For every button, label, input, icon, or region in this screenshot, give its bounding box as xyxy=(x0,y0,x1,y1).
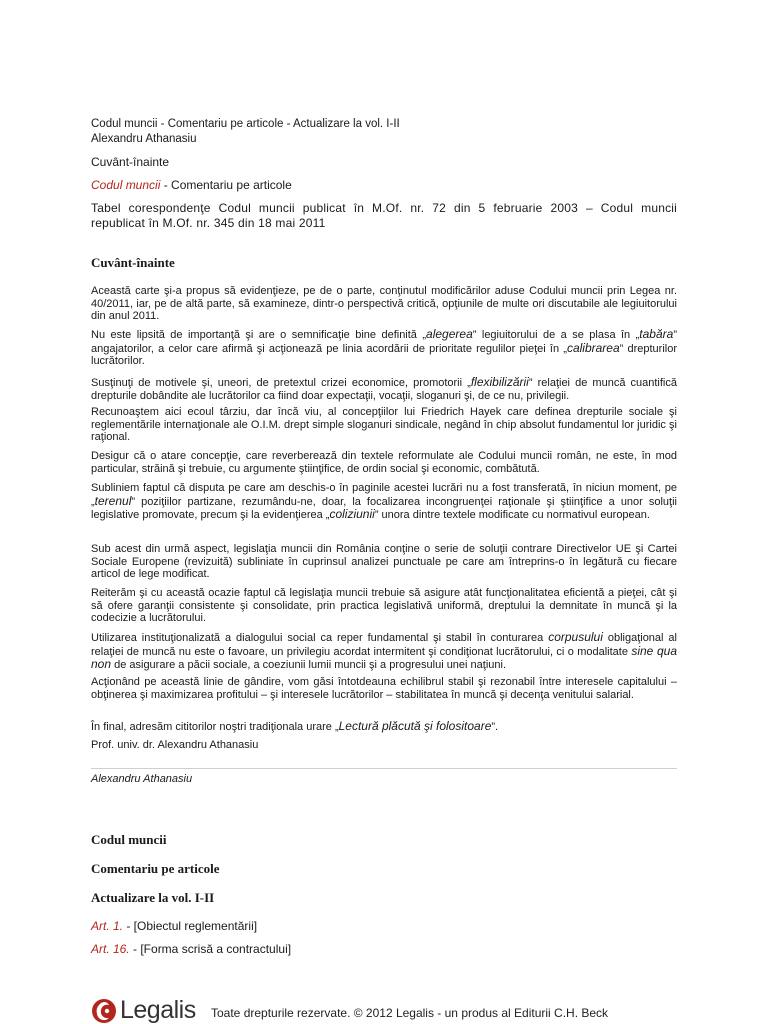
preface-paragraph-1: Această carte şi-a propus să evidenţieze, pe de o parte, conţinutul modificărilor aduse Codului muncii prin Legea nr. 40/2011, iar, pe de altă parte, să examineze, dintr-o perspectivă critică, opţiunile de multe ori discutabile ale legiuitorului din anul 2011. xyxy=(91,285,677,323)
footer-rights: Toate drepturile rezervate. © 2012 Legalis - un produs al Editurii C.H. Beck xyxy=(211,1006,609,1020)
section-divider xyxy=(91,768,677,769)
preface-paragraph-4: Recunoaştem aici ecoul târziu, dar încă viu, al concepţiilor lui Friedrich Hayek care definea drepturile sociale şi reglementările internaţionale ale O.I.M. drept simple sloganuri sindicale, negând în chip absolut fundamentul lor juridic şi raţional. xyxy=(91,406,677,444)
p9-text-a: Utilizarea instituţionalizată a dialogului social ca reper fundamental şi stabil în conturarea xyxy=(91,632,549,644)
preface-paragraph-8: Reiterăm şi cu această ocazie faptul că legislaţia muncii trebuie să asigure atât funcţionalitatea eficientă a pieţei, cât şi să ofere garanţii consistente şi consolidate, prin practica legislativă uniformă, dreptului la demnitate în muncă şi la codecizie a lucrătorului. xyxy=(91,587,677,625)
author-italic-text: Alexandru Athanasiu xyxy=(91,773,193,785)
p9-text-c: de asigurare a păcii sociale, a coeziunii lumii muncii şi a progresului unei naţiuni. xyxy=(111,659,507,672)
p11-text-a: În final, adresăm cititorilor noştri tradiţionala urare „ xyxy=(91,721,339,733)
legalis-logo xyxy=(91,996,196,1024)
toc-heading-commentary: Comentariu pe articole xyxy=(91,861,220,876)
preface-paragraph-6 xyxy=(91,482,677,522)
preface-paragraph-10: Acţionând pe această linie de gândire, vom găsi întotdeauna echilibrul stabil şi rezonabil între interesele capitalului – obţinerea şi maximizarea profitului – şi interesele lucrătorilor – stabilitatea în muncă şi decenţa venitului salarial. xyxy=(91,676,677,701)
code-link[interactable]: Codul muncii xyxy=(91,178,161,192)
code-line xyxy=(91,178,677,192)
toc-item xyxy=(91,919,677,933)
p9-emphasis-1: corpusului xyxy=(548,630,603,644)
toc-article-link[interactable]: Art. 1. xyxy=(91,919,124,933)
preface-paragraph-9 xyxy=(91,631,677,672)
preface-paragraph-3 xyxy=(91,376,677,402)
p9-emphasis-2: sine qua non xyxy=(91,643,677,672)
preface-paragraph-7: Sub acest din urmă aspect, legislaţia muncii din România conţine o serie de soluţii contrare Directivelor UE şi Cartei Sociale Europene (revizuită) subliniate în cuprinsul analizei punctuale pe care am întreprins-o în legătură cu fiecare articol de lege modificat. xyxy=(91,543,677,581)
p6-text-a: Subliniem faptul că disputa pe care am deschis-o în paginile acestei lucrări nu a fost transferată, în niciun moment, pe „ xyxy=(91,482,677,508)
preface-link[interactable]: Cuvânt-înainte xyxy=(91,155,170,169)
p11-emphasis-1: Lectură plăcută şi folositoare xyxy=(338,719,492,733)
author-italic xyxy=(91,773,677,785)
preface-signature: Prof. univ. dr. Alexandru Athanasiu xyxy=(91,739,259,751)
table-link-line-1[interactable]: Tabel corespondenţe Codul muncii publicat în M.Of. nr. 72 din 5 februarie 2003 – Codul muncii xyxy=(91,201,677,215)
p2-emphasis-1: alegerea xyxy=(426,327,473,341)
preface-paragraph-11 xyxy=(91,720,677,734)
p2-text-b: ” legiuitorului de a se plasa în „ xyxy=(472,329,640,341)
p11-text-b: ”. xyxy=(491,721,499,733)
p6-emphasis-1: terenul xyxy=(94,493,132,508)
legalis-logo-icon xyxy=(91,996,117,1024)
p2-emphasis-2: tabăra xyxy=(639,327,674,341)
p2-text-a: Nu este lipsită de importanţă şi are o semnificaţie bine definită „ xyxy=(91,329,427,341)
p6-text-b: ” poziţiilor partizane, rezumându-ne, doar, la focalizarea incongruenţei raţionale şi ştiinţifice a unor soluţii legislative promovate, precum şi la evidenţierea „ xyxy=(91,495,677,522)
toc-article-title: - [Forma scrisă a contractului] xyxy=(129,942,292,956)
preface-paragraph-5: Desigur că o atare concepţie, care reverberează din textele reformulate ale Codului muncii român, ne este, în mod particular, străină şi trebuie, cu argumente ştiinţifice, de ordin social şi economic, combătută. xyxy=(91,450,677,475)
p3-emphasis-1: flexibilizării xyxy=(470,375,529,389)
p6-emphasis-2: coliziunii xyxy=(329,507,375,522)
footer xyxy=(91,996,691,1024)
p3-text-b: ” relaţiei de muncă cuantifică drepturile dobândite ale lucrătorilor ca fiind doar expectaţii, vocaţii, sloganuri şi, de ce nu, privilegii. xyxy=(91,377,677,402)
p2-emphasis-3: calibrarea xyxy=(566,340,620,355)
document-title: Codul muncii - Comentariu pe articole - Actualizare la vol. I-II xyxy=(91,118,400,130)
preface-heading: Cuvânt-înainte xyxy=(91,255,175,270)
document-author: Alexandru Athanasiu xyxy=(91,133,197,145)
toc-heading-code: Codul muncii xyxy=(91,832,167,847)
legalis-logo-text: Legalis xyxy=(120,996,196,1024)
p2-text-c: ” angajatorilor, a celor care afirmă şi acţionează pe linia acordării de prioritate regulilor pieţei în „ xyxy=(91,329,677,355)
toc-article-link[interactable]: Art. 16. xyxy=(91,942,130,956)
p2-text-d: ” drepturilor lucrătorilor. xyxy=(91,342,677,368)
toc-item xyxy=(91,942,677,956)
table-link-line-2[interactable]: republicat în M.Of. nr. 345 din 18 mai 2011 xyxy=(91,216,326,230)
code-line-suffix: - Comentariu pe articole xyxy=(160,178,292,192)
preface-paragraph-2 xyxy=(91,328,677,368)
toc-heading-update: Actualizare la vol. I-II xyxy=(91,890,215,905)
p3-text-a: Susţinuţi de motivele şi, uneori, de pretextul crizei economice, promotorii „ xyxy=(91,377,471,389)
p9-text-b: obligaţional al relaţiei de muncă nu este o favoare, un privilegiu acordat intermitent şi condiţionat lucrătorului, ci o modalitate xyxy=(91,632,677,658)
toc-article-title: - [Obiectul reglementării] xyxy=(123,919,258,933)
p6-text-c: ” unora dintre textele modificate cu normativul european. xyxy=(374,509,650,522)
